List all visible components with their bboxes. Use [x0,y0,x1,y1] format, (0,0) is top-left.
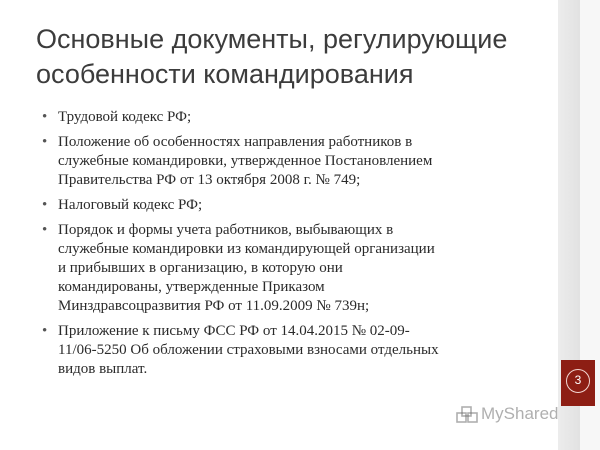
bullet-icon: • [42,323,48,339]
list-item-text: Приложение к письму ФСС РФ от 14.04.2015 № 02-09- [58,323,410,339]
document-list-item [40,221,550,316]
slide-title-line: особенности командирования [36,59,414,89]
bullet-icon: • [42,222,48,238]
list-item-text: Трудовой кодекс РФ; [58,109,192,125]
bullet-icon: • [42,197,48,213]
document-list-item [40,133,550,190]
list-item-text: Порядок и формы учета работников, выбывающих в [58,222,394,238]
document-list-item [40,196,550,215]
myshared-logo-icon [456,404,478,424]
list-item-text: 11/06-5250 Об обложении страховыми взносами отдельных [58,342,439,358]
slide-title [36,22,551,92]
bullet-icon: • [42,134,48,150]
list-item-text: и прибывших в организацию, в которую они [58,260,343,276]
document-list-item [40,322,550,379]
list-item-text: командированы, утвержденные Приказом [58,279,325,295]
list-item-text: видов выплат. [58,361,148,377]
document-list [40,108,550,385]
list-item-text: Положение об особенностях направления работников в [58,134,413,150]
list-item-text: служебные командировки, утвержденное Постановлением [58,153,433,169]
slide-title-line: Основные документы, регулирующие [36,24,508,54]
watermark-text: MyShared [481,404,559,423]
page-number: 3 [566,369,590,393]
list-item-text: Налоговый кодекс РФ; [58,197,203,213]
bullet-icon: • [42,109,48,125]
list-item-text: Минздравсоцразвития РФ от 11.09.2009 № 739н; [58,298,370,314]
document-list-item [40,108,550,127]
watermark [456,404,558,424]
list-item-text: служебные командировки из командирующей организации [58,241,435,257]
list-item-text: Правительства РФ от 13 октября 2008 г. № 749; [58,172,361,188]
